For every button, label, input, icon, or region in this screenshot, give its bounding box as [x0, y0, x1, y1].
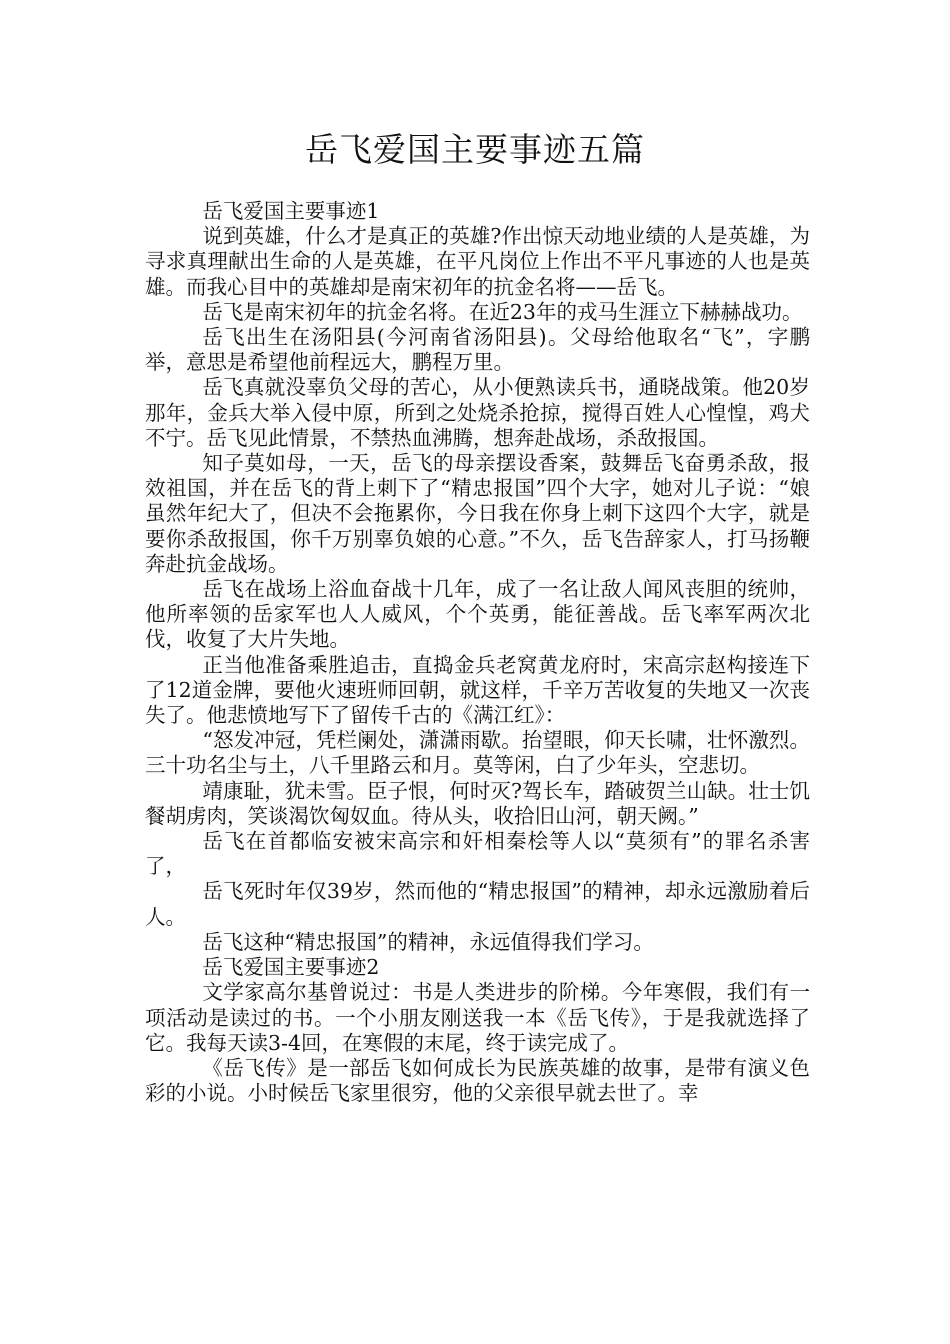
paragraph: 《岳飞传》是一部岳飞如何成长为民族英雄的故事，是带有演义色彩的小说。小时候岳飞家里很穷，他的父亲很早就去世了。幸 — [145, 1055, 810, 1106]
paragraph: 岳飞是南宋初年的抗金名将。在近23年的戎马生涯立下赫赫战功。 — [202, 299, 803, 324]
poem-paragraph: 靖康耻，犹未雪。臣子恨，何时灭?驾长车，踏破贺兰山缺。壮士饥餐胡虏肉，笑谈渴饮匈奴血。待从头，收拾旧山河，朝天阙。” — [145, 778, 810, 828]
paragraph: 岳飞这种“精忠报国”的精神，永远值得我们学习。 — [202, 929, 654, 954]
section-heading: 岳飞爱国主要事迹2 — [202, 955, 380, 980]
section-heading: 岳飞爱国主要事迹1 — [202, 199, 380, 223]
paragraph: 岳飞真就没辜负父母的苦心，从小便熟读兵书，通晓战策。他20岁那年，金兵大举入侵中原，所到之处烧杀抢掠，搅得百姓人心惶惶，鸡犬不宁。岳飞见此情景，不禁热血沸腾，想奔赴战场，杀敌报国。 — [145, 375, 810, 450]
paragraph: 岳飞死时年仅39岁，然而他的“精忠报国”的精神，却永远激励着后人。 — [145, 879, 810, 929]
paragraph: 文学家高尔基曾说过：书是人类进步的阶梯。今年寒假，我们有一项活动是读过的书。一个小朋友刚送我一本《岳飞传》，于是我就选择了它。我每天读3-4回，在寒假的末尾，终于读完成了。 — [145, 980, 810, 1055]
paragraph: 正当他准备乘胜追击，直捣金兵老窝黄龙府时，宋高宗赵构接连下了12道金牌，要他火速班师回朝，就这样，千辛万苦收复的失地又一次丧失了。他悲愤地写下了留传千古的《满江红》： — [145, 652, 810, 728]
paragraph: 说到英雄，什么才是真正的英雄?作出惊天动地业绩的人是英雄，为寻求真理献出生命的人是英雄，在平凡岗位上作出不平凡事迹的人也是英雄。而我心目中的英雄却是南宋初年的抗金名将——岳飞。 — [145, 224, 810, 299]
document-title: 岳飞爱国主要事迹五篇 — [305, 130, 645, 169]
paragraph: 岳飞在首都临安被宋高宗和奸相秦桧等人以“莫须有”的罪名杀害了， — [145, 829, 810, 879]
paragraph: 知子莫如母，一天，岳飞的母亲摆设香案，鼓舞岳飞奋勇杀敌，报效祖国，并在岳飞的背上刺下了“精忠报国”四个大字，她对儿子说：“娘虽然年纪大了，但决不会拖累你，今日我在你身上刺下这四个大字，就是要你杀敌报国，你千万别辜负娘的心意。”不久，岳飞告辞家人，打马扬鞭奔赴抗金战场。 — [145, 451, 810, 576]
document-body — [145, 199, 810, 1106]
paragraph: 岳飞出生在汤阳县(今河南省汤阳县)。父母给他取名“飞”，字鹏举，意思是希望他前程远大，鹏程万里。 — [145, 325, 810, 375]
poem-paragraph: “怒发冲冠，凭栏阑处，潇潇雨歇。抬望眼，仰天长啸，壮怀激烈。三十功名尘与土，八千里路云和月。莫等闲，白了少年头，空悲切。 — [145, 728, 810, 778]
paragraph: 岳飞在战场上浴血奋战十几年，成了一名让敌人闻风丧胆的统帅，他所率领的岳家军也人人威风，个个英勇，能征善战。岳飞率军两次北伐，收复了大片失地。 — [145, 577, 810, 652]
